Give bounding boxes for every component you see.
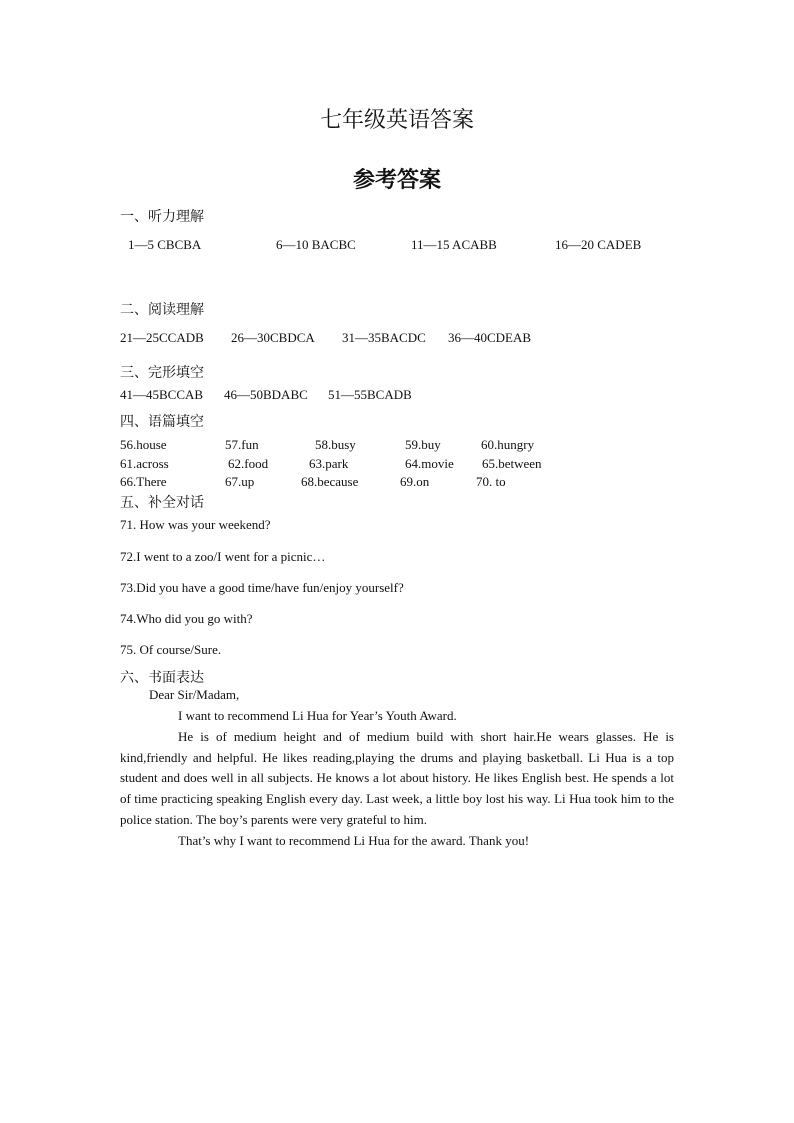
dialogue-answer: 75. Of course/Sure. — [120, 642, 222, 657]
fill-answer: 68.because — [301, 474, 359, 489]
answer-range: 6—10 BACBC — [276, 237, 356, 252]
section-heading-listening: 一、听力理解 — [120, 210, 204, 225]
letter-greeting: Dear Sir/Madam, — [149, 687, 240, 702]
fill-answer: 61.across — [120, 456, 169, 471]
fill-answer: 56.house — [120, 437, 167, 452]
answer-range: 21—25CCADB — [120, 330, 204, 345]
dialogue-answer: 73.Did you have a good time/have fun/enjoy yourself? — [120, 580, 404, 595]
essay-paragraph: He is of medium height and of medium build with short hair.He wears glasses. He is kind,friendly and helpful. He likes reading,playing the drums and playing basketball. Li Hua is a top student and does well in all subjects. He knows a lot about history. He likes English best. He spends a lot of time practicing speaking English every day. Last week, a little boy lost his way. Li Hua took him to the police station. The boy’s parents were very grateful to him. — [120, 728, 674, 827]
fill-answer: 60.hungry — [481, 437, 535, 452]
fill-answer: 66.There — [120, 474, 167, 489]
answer-range: 31—35BACDC — [342, 330, 426, 345]
answer-range: 46—50BDABC — [224, 387, 308, 402]
answer-range: 51—55BCADB — [328, 387, 412, 402]
section-heading-dialogue: 五、补全对话 — [120, 496, 204, 511]
answer-range: 36—40CDEAB — [448, 330, 532, 345]
section-heading-reading: 二、阅读理解 — [120, 303, 204, 318]
answer-range: 16—20 CADEB — [555, 237, 642, 252]
section-heading-cloze: 三、完形填空 — [120, 366, 204, 381]
section-heading-writing: 六、书面表达 — [120, 671, 204, 686]
fill-answer: 67.up — [225, 474, 255, 489]
document-title: 七年级英语答案 — [319, 107, 474, 132]
essay-body — [120, 706, 674, 852]
fill-answer: 57.fun — [225, 437, 259, 452]
fill-answer: 62.food — [228, 456, 269, 471]
fill-answer: 59.buy — [405, 437, 441, 452]
fill-answer: 64.movie — [405, 456, 454, 471]
fill-answer: 58.busy — [315, 437, 356, 452]
fill-answer: 65.between — [482, 456, 542, 471]
fill-answer: 63.park — [309, 456, 349, 471]
answer-range: 11—15 ACABB — [411, 237, 497, 252]
dialogue-answer: 71. How was your weekend? — [120, 517, 271, 532]
answer-key-subtitle: 参考答案 — [352, 167, 441, 192]
essay-paragraph: I want to recommend Li Hua for Year’s Youth Award. — [178, 708, 457, 723]
essay-paragraph: That’s why I want to recommend Li Hua for the award. Thank you! — [178, 832, 530, 848]
answer-range: 26—30CBDCA — [231, 330, 315, 345]
answer-range: 1—5 CBCBA — [128, 237, 202, 252]
section-heading-passage-fill: 四、语篇填空 — [120, 415, 204, 430]
dialogue-answer: 72.I went to a zoo/I went for a picnic… — [120, 549, 326, 564]
dialogue-answer: 74.Who did you go with? — [120, 611, 253, 626]
fill-answer: 70. to — [476, 474, 506, 489]
answer-range: 41—45BCCAB — [120, 387, 204, 402]
fill-answer: 69.on — [400, 474, 430, 489]
